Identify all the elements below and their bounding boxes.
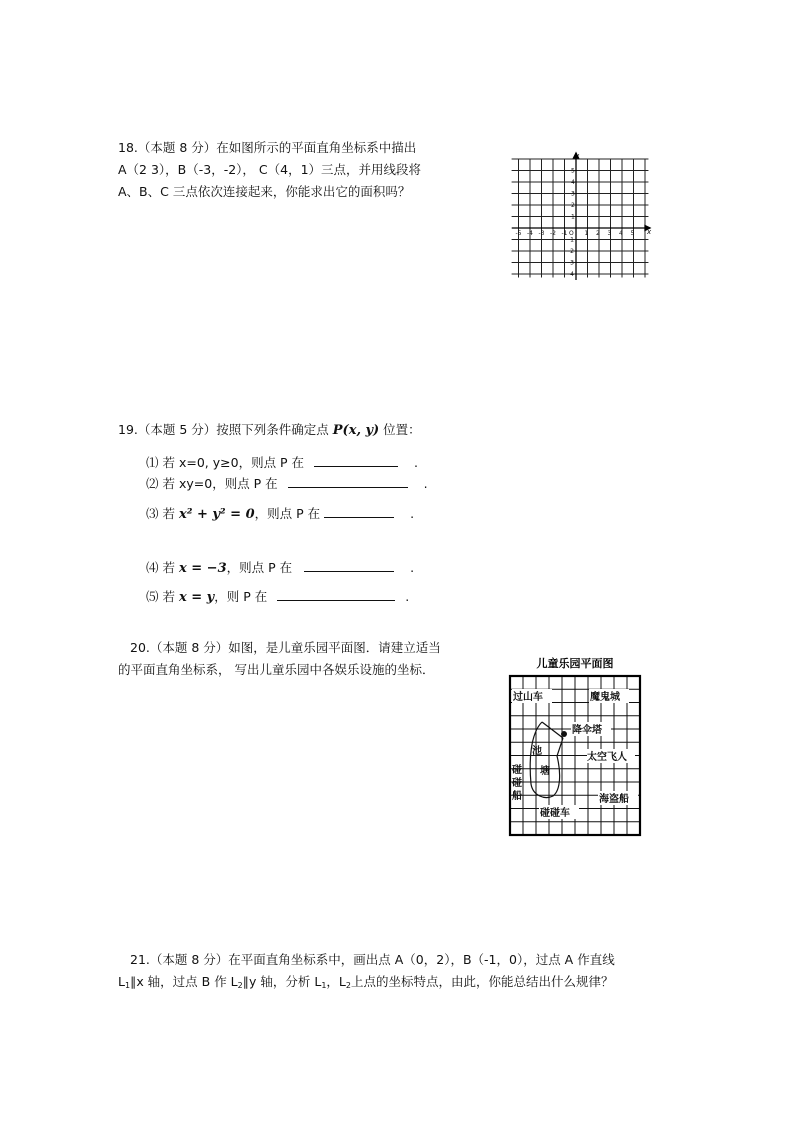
x-tick-label: 5 [630, 230, 635, 237]
x-tick-label: -2 [550, 230, 556, 237]
label-bumper-boat-2: 碰 [512, 778, 522, 789]
label-pirate-ship: 海盗船 [599, 794, 629, 805]
q19-title-prefix: 19.（本题 5 分）按照下列条件确定点 [118, 422, 333, 437]
x-tick-label: 1 [584, 230, 589, 237]
q18-line-2: A（2 3），B（-3，-2）， C（4，1）三点，并用线段将 [118, 162, 422, 177]
q19-item-1-num: ⑴ [146, 455, 159, 470]
label-bumper-boat-1: 碰 [512, 765, 522, 776]
q21-sub-2a: 2 [237, 981, 243, 990]
label-roller-coaster: 过山车 [513, 692, 543, 703]
q19-item-5-post: ，则 P 在 [214, 589, 268, 604]
q18-coordinate-grid [510, 150, 655, 280]
q19-item-1-text: 若 x=0, y≥0，则点 P 在 [162, 455, 305, 470]
q19-item-2 [146, 473, 428, 494]
q19-title-suffix: 位置： [379, 422, 421, 437]
q19-item-5-answer-blank[interactable] [277, 586, 395, 601]
label-pond-2: 塘 [540, 766, 550, 777]
q19-item-2-num: ⑵ [146, 476, 159, 491]
q19-item-1 [146, 452, 418, 473]
label-parachute-tower: 降伞塔 [572, 725, 602, 736]
q19-title [118, 420, 421, 441]
q21-sub-2b: 2 [345, 981, 351, 990]
q19-item-5-end: . [405, 589, 410, 604]
q19-item-5-math: x = y [178, 590, 215, 605]
q19-item-3-math: x² + y² = 0 [178, 507, 255, 522]
x-tick-label: -5 [515, 230, 522, 237]
y-tick-label: 2 [571, 202, 575, 209]
map-title: 儿童乐园平面图 [536, 657, 614, 670]
y-tick-label: -3 [568, 259, 574, 267]
x-tick-label: -4 [527, 230, 533, 237]
q19-title-point: P(x, y) [332, 423, 380, 438]
q19-item-3-answer-blank[interactable] [324, 503, 394, 518]
q19-item-5 [146, 586, 409, 608]
y-tick-label: -2 [568, 248, 574, 255]
q19-item-3 [146, 503, 414, 525]
y-tick-label: 4 [571, 179, 575, 186]
q19-item-1-answer-blank[interactable] [314, 452, 398, 467]
y-tick-label: 5 [571, 167, 575, 175]
q19-item-5-pre: 若 [162, 589, 179, 604]
q18-line-3: A、B、C 三点依次连接起来，你能求出它的面积吗？ [118, 184, 411, 199]
q19-item-2-text: 若 xy=0，则点 P 在 [162, 476, 278, 491]
x-tick-label: 3 [607, 230, 612, 237]
q21-l1-d: ，L [326, 974, 346, 989]
y-tick-label: -4 [568, 271, 574, 278]
q21-l1-b: ∥x 轴，过点 B 作 L [130, 974, 238, 989]
q21-l1-c: ∥y 轴，分析 L [242, 974, 322, 989]
y-tick-label: 3 [571, 190, 575, 198]
x-tick-label: -1 [561, 230, 568, 237]
q21-l1-e: 上点的坐标特点，由此，你能总结出什么规律？ [350, 974, 614, 989]
q19-item-4-answer-blank[interactable] [304, 557, 394, 572]
q19-item-4-end: . [410, 560, 415, 575]
q19-item-4-math: x = −3 [178, 561, 227, 576]
label-magic-castle: 魔鬼城 [590, 692, 620, 703]
q21-l1-a: L [118, 974, 125, 989]
x-axis-label: x [647, 228, 652, 236]
q20-line-1: 20.（本题 8 分）如图，是儿童乐园平面图．请建立适当 [130, 640, 441, 655]
q21-sub-1b: 1 [321, 981, 327, 990]
q19-item-4-pre: 若 [162, 560, 179, 575]
x-tick-label: O [569, 230, 574, 237]
q19-item-3-end: . [410, 506, 415, 521]
q19-item-4 [146, 557, 414, 579]
q19-item-4-num: ⑷ [146, 560, 159, 575]
pond-outline [530, 722, 563, 798]
x-tick-label: 2 [596, 230, 600, 237]
q19-item-4-post: ，则点 P 在 [226, 560, 293, 575]
q20-playground-map [505, 652, 645, 838]
q19-item-1-end: . [414, 455, 419, 470]
label-pond-1: 池 [532, 746, 542, 757]
label-bumper-boat-3: 船 [512, 791, 522, 802]
x-tick-label: 4 [619, 230, 623, 237]
y-tick-label: -1 [568, 236, 574, 244]
y-tick-label: 1 [571, 213, 575, 221]
q21-line-2 [118, 972, 613, 996]
q19-item-3-num: ⑶ [146, 506, 159, 521]
label-bumper-car: 碰碰车 [540, 808, 570, 819]
q18-line-1: 18.（本题 8 分）在如图所示的平面直角坐标系中描出 [118, 140, 417, 155]
q19-item-5-num: ⑸ [146, 589, 159, 604]
q19-item-3-post: ，则点 P 在 [254, 506, 321, 521]
q21-line-1: 21.（本题 8 分）在平面直角坐标系中，画出点 A（0，2），B（-1，0），过点 A 作直线 [130, 952, 615, 967]
parachute-tower-marker [561, 731, 567, 737]
q19-item-2-end: . [423, 476, 428, 491]
q20-line-2: 的平面直角坐标系， 写出儿童乐园中各娱乐设施的坐标． [118, 662, 435, 677]
pond-outline-top [542, 722, 563, 738]
y-axis-label: y [575, 152, 580, 160]
q19-item-2-answer-blank[interactable] [288, 473, 408, 488]
q19-item-3-pre: 若 [162, 506, 179, 521]
x-tick-label: -3 [538, 230, 545, 237]
label-space-flight: 太空飞人 [587, 752, 627, 763]
q21-sub-1a: 1 [124, 981, 131, 990]
